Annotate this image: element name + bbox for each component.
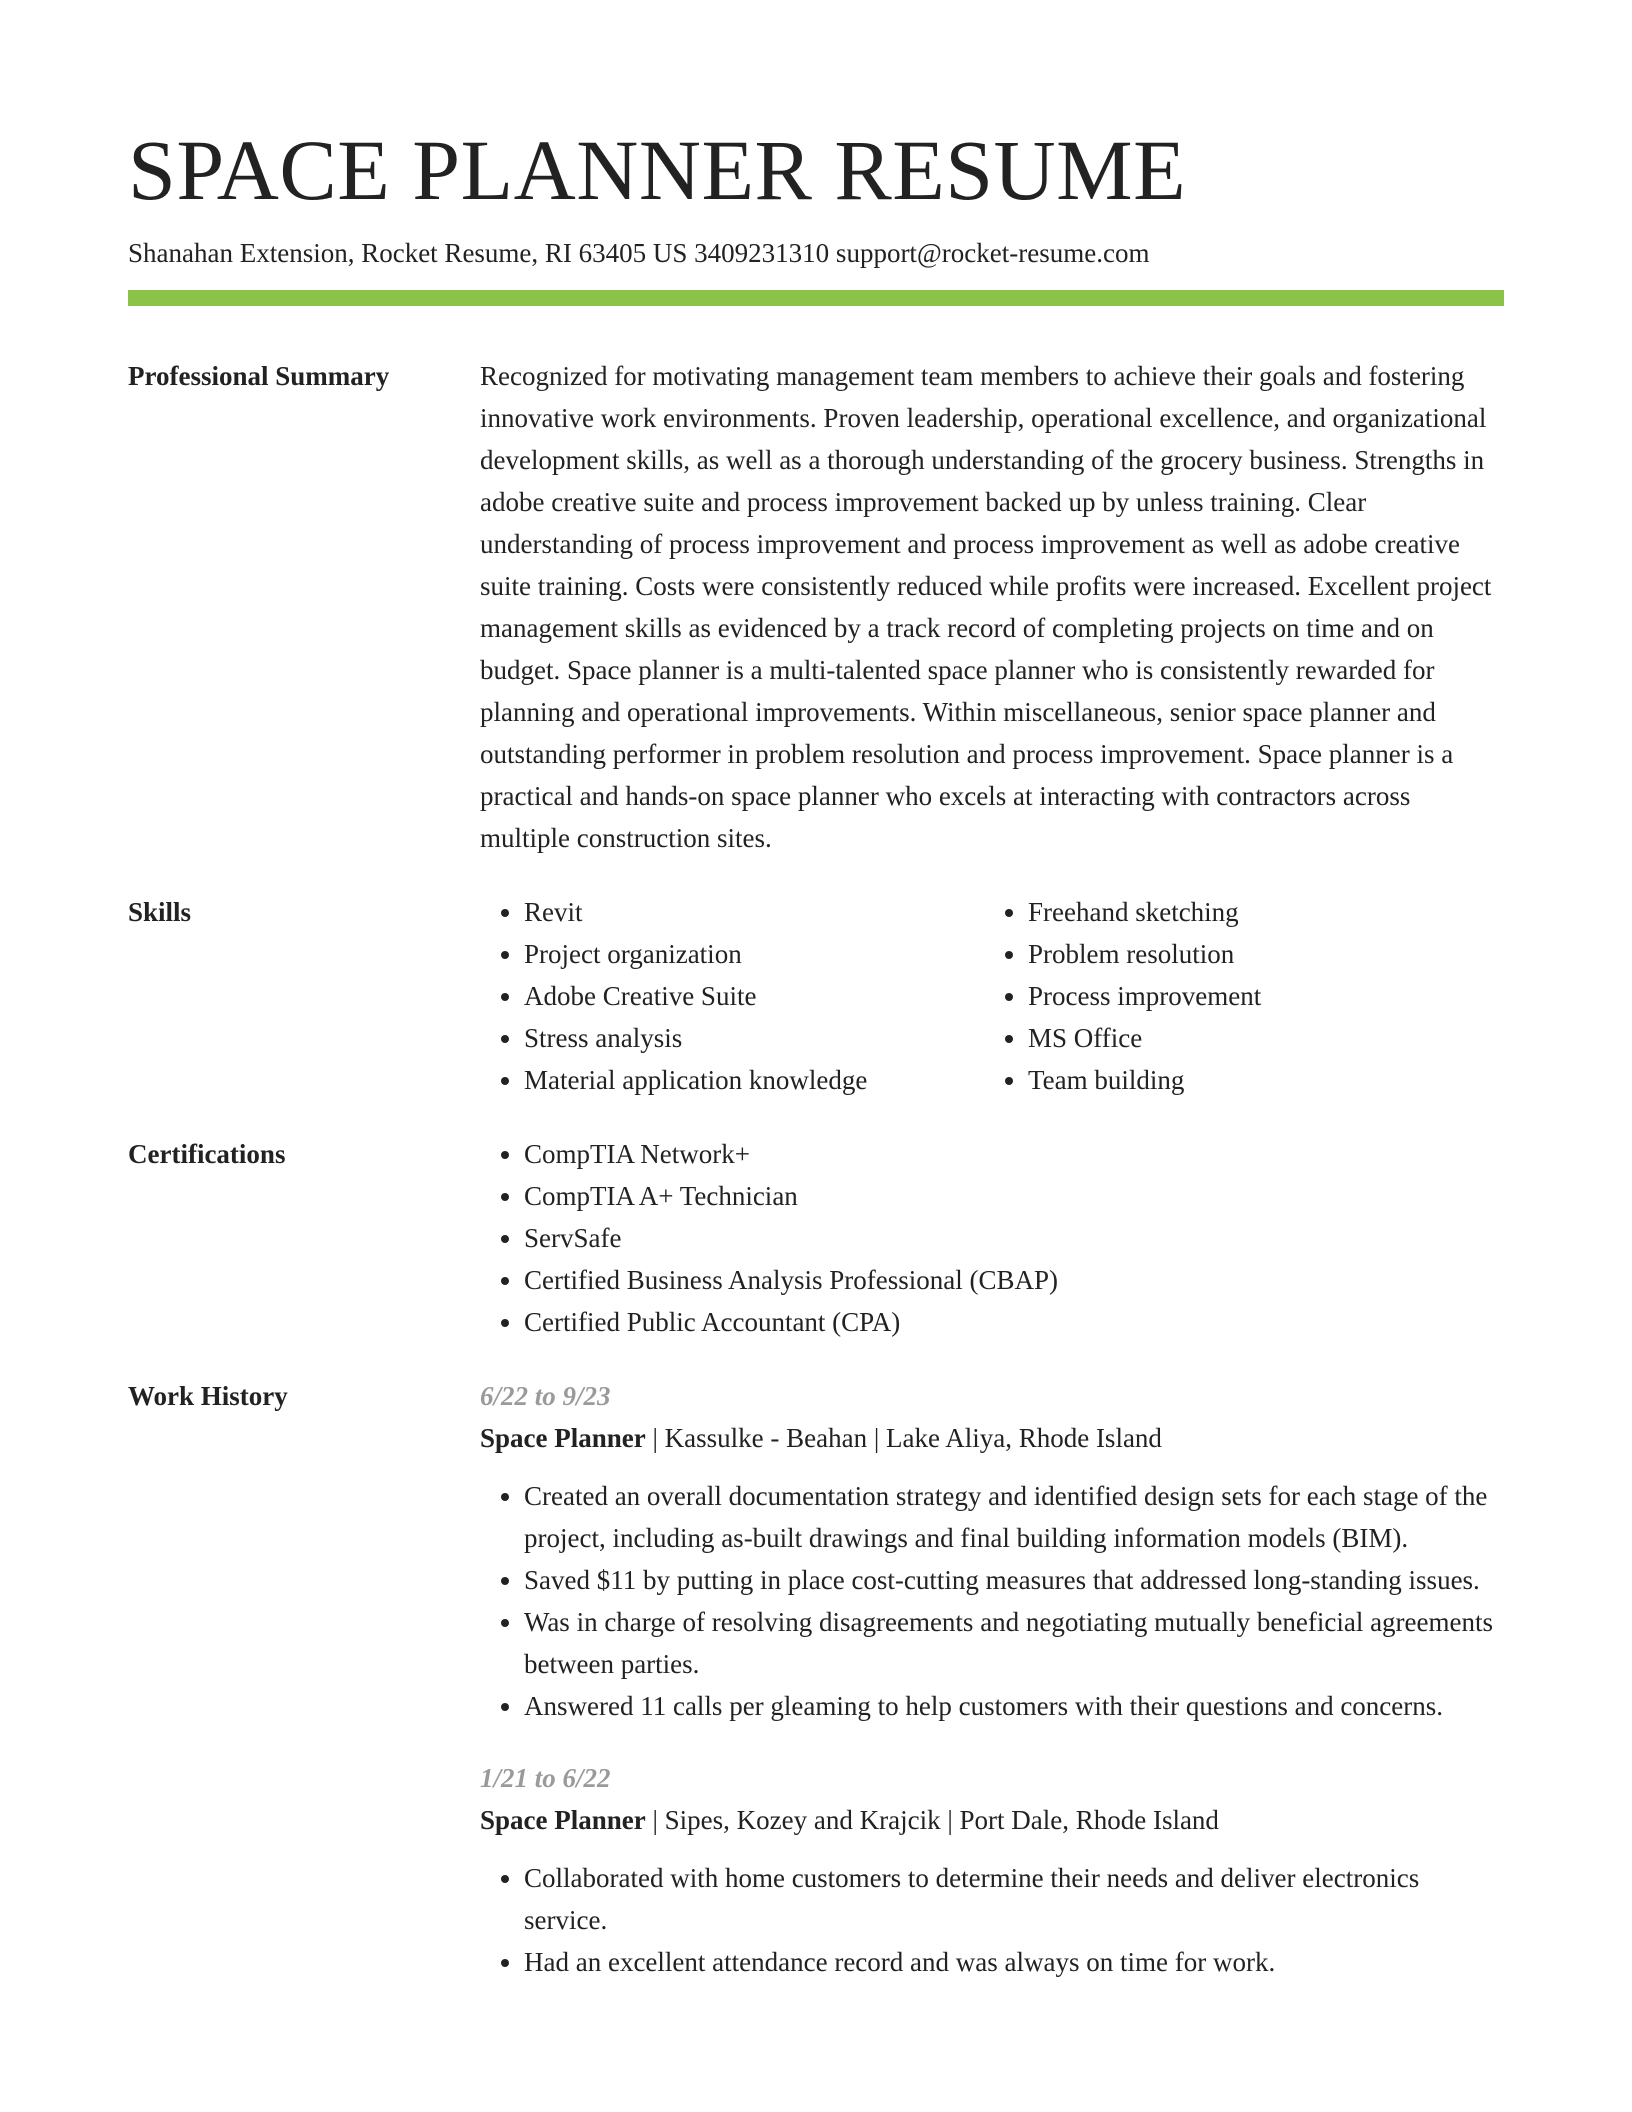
certifications-body	[480, 1133, 1504, 1343]
list-item: • Certified Public Accountant (CPA)	[524, 1301, 1504, 1343]
skills-label: Skills	[128, 897, 192, 927]
page-title: SPACE PLANNER RESUME	[128, 122, 1187, 218]
list-item: • Project organization	[524, 933, 984, 975]
list-item: • Problem resolution	[1028, 933, 1488, 975]
job-role: Space Planner	[480, 1805, 646, 1835]
certifications-section	[128, 1133, 1504, 1343]
skills-list-left	[480, 891, 984, 1101]
list-item: • Had an excellent attendance record and was always on time for work.	[524, 1941, 1504, 1983]
job-dates: 6/22 to 9/23	[480, 1381, 611, 1411]
list-item: • Collaborated with home customers to determine their needs and deliver electronics service.	[524, 1857, 1504, 1941]
list-item: • MS Office	[1028, 1017, 1488, 1059]
list-item: • Revit	[524, 891, 984, 933]
job-bullets	[480, 1475, 1504, 1727]
contact-info: Shanahan Extension, Rocket Resume, RI 63405 US 3409231310 support@rocket-resume.com	[128, 238, 1150, 268]
list-item: • ServSafe	[524, 1217, 1504, 1259]
list-item: • Freehand sketching	[1028, 891, 1488, 933]
job-title-line	[480, 1799, 1504, 1841]
list-item: • Certified Business Analysis Professional (CBAP)	[524, 1259, 1504, 1301]
summary-label: Professional Summary	[128, 361, 390, 391]
list-item: • Was in charge of resolving disagreements and negotiating mutually beneficial agreements between parties.	[524, 1601, 1504, 1685]
list-item: • Answered 11 calls per gleaming to help customers with their questions and concerns.	[524, 1685, 1504, 1727]
list-item: • CompTIA Network+	[524, 1133, 1504, 1175]
summary-text: Recognized for motivating management team members to achieve their goals and fostering innovative work environments. Proven leadership, operational excellence, and organizational development skills, as well as a thorough understanding of the grocery business. Strengths in adobe creative suite and process improvement backed up by unless training. Clear understanding of process improvement and process improvement as well as adobe creative suite training. Costs were consistently reduced while profits were increased. Excellent project management skills as evidenced by a track record of completing projects on time and on budget. Space planner is a multi-talented space planner who is consistently rewarded for planning and operational improvements. Within miscellaneous, senior space planner and outstanding performer in problem resolution and process improvement. Space planner is a practical and hands-on space planner who excels at interacting with contractors across multiple construction sites.	[480, 361, 1492, 853]
skills-list-right	[984, 891, 1488, 1101]
job-title-line	[480, 1417, 1504, 1459]
list-item: • Material application knowledge	[524, 1059, 984, 1101]
certifications-list	[480, 1133, 1504, 1343]
job-entry	[480, 1375, 1504, 1727]
list-item: • Team building	[1028, 1059, 1488, 1101]
certifications-label: Certifications	[128, 1139, 286, 1169]
list-item: • Stress analysis	[524, 1017, 984, 1059]
job-details: | Kassulke - Beahan | Lake Aliya, Rhode Island	[645, 1423, 1162, 1453]
job-dates: 1/21 to 6/22	[480, 1763, 611, 1793]
accent-divider	[128, 290, 1504, 306]
list-item: • CompTIA A+ Technician	[524, 1175, 1504, 1217]
skills-grid	[480, 891, 1504, 1101]
list-item: • Adobe Creative Suite	[524, 975, 984, 1017]
job-role: Space Planner	[480, 1423, 646, 1453]
list-item: • Created an overall documentation strategy and identified design sets for each stage of the project, including as-built drawings and final building information models (BIM).	[524, 1475, 1504, 1559]
work-history-label: Work History	[128, 1381, 288, 1411]
job-bullets	[480, 1857, 1504, 1983]
list-item: • Saved $11 by putting in place cost-cutting measures that addressed long-standing issues.	[524, 1559, 1504, 1601]
work-history-section	[128, 1375, 1504, 1983]
resume-page	[128, 0, 1504, 1983]
summary-section	[128, 355, 1504, 859]
job-details: | Sipes, Kozey and Krajcik | Port Dale, Rhode Island	[645, 1805, 1219, 1835]
skills-section	[128, 891, 1504, 1101]
job-entry	[480, 1757, 1504, 1983]
list-item: • Process improvement	[1028, 975, 1488, 1017]
work-history-body	[480, 1375, 1504, 1983]
